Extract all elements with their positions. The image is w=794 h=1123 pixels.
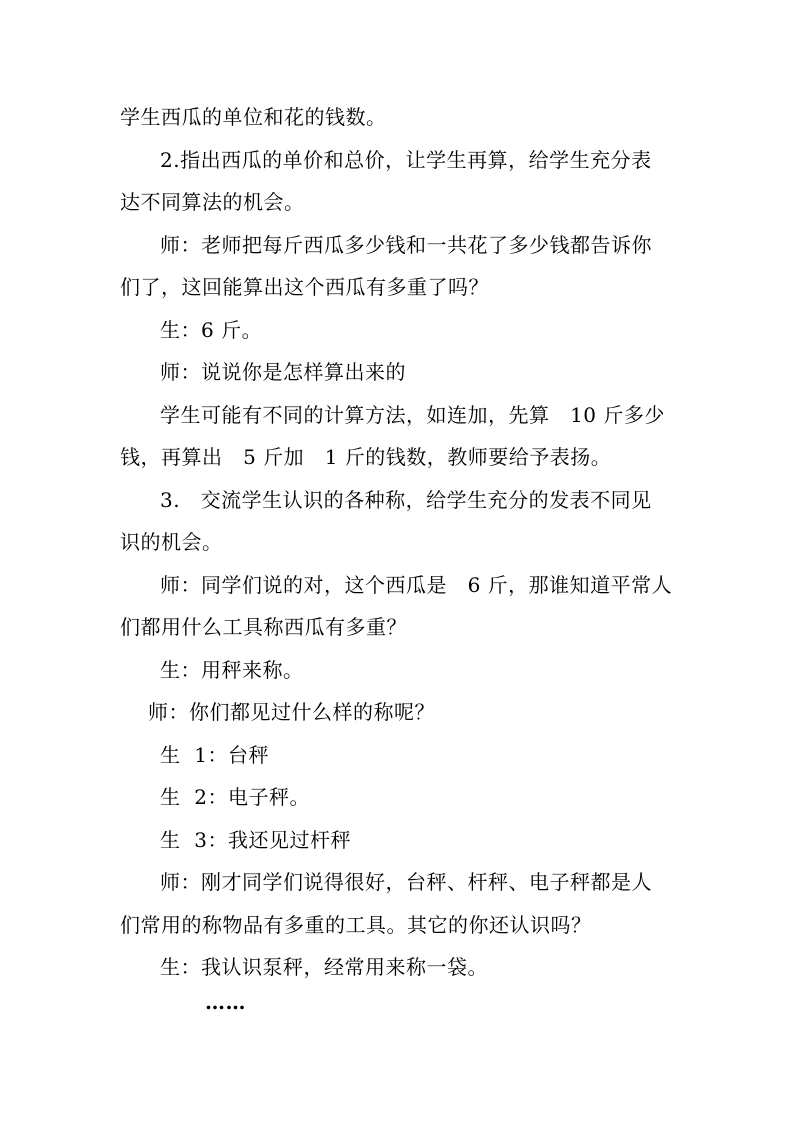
text-line-6: 生：6 斤。 [160, 318, 263, 342]
text-line-20: 们常用的称物品有多重的工具。其它的你还认识吗？ [120, 913, 592, 937]
text-line-14: 生：用秤来称。 [160, 658, 304, 682]
text-line-5: 们了，这回能算出这个西瓜有多重了吗？ [120, 275, 489, 299]
text-line-4: 师：老师把每斤西瓜多少钱和一共花了多少钱都告诉你 [160, 233, 652, 257]
text-line-13: 们都用什么工具称西瓜有多重？ [120, 615, 407, 639]
text-line-21: 生：我认识泵秤，经常用来称一袋。 [160, 955, 488, 979]
text-line-3: 达不同算法的机会。 [120, 190, 305, 214]
ellipsis-line: …… [205, 990, 246, 1014]
text-line-11: 识的机会。 [120, 530, 223, 554]
text-line-19: 师：刚才同学们说得很好，台秤、杆秤、电子秤都是人 [160, 870, 652, 894]
text-line-2: 2.指出西瓜的单价和总价，让学生再算，给学生充分表 [160, 148, 652, 172]
text-line-12: 师：同学们说的对，这个西瓜是 6 斤，那谁知道平常人 [160, 573, 673, 597]
text-line-16: 生 1：台秤 [160, 743, 269, 767]
text-line-17: 生 2：电子秤。 [160, 785, 310, 809]
text-line-9: 钱，再算出 5 斤加 1 斤的钱数，教师要给予表扬。 [120, 445, 612, 469]
text-line-8: 学生可能有不同的计算方法，如连加，先算 10 斤多少 [160, 403, 665, 427]
text-line-1: 学生西瓜的单位和花的钱数。 [120, 105, 387, 129]
text-line-7: 师：说说你是怎样算出来的 [160, 360, 406, 384]
text-line-10: 3. 交流学生认识的各种称，给学生充分的发表不同见 [160, 488, 652, 512]
text-line-18: 生 3：我还见过杆秤 [160, 828, 351, 852]
text-line-15: 师：你们都见过什么样的称呢？ [148, 700, 435, 724]
